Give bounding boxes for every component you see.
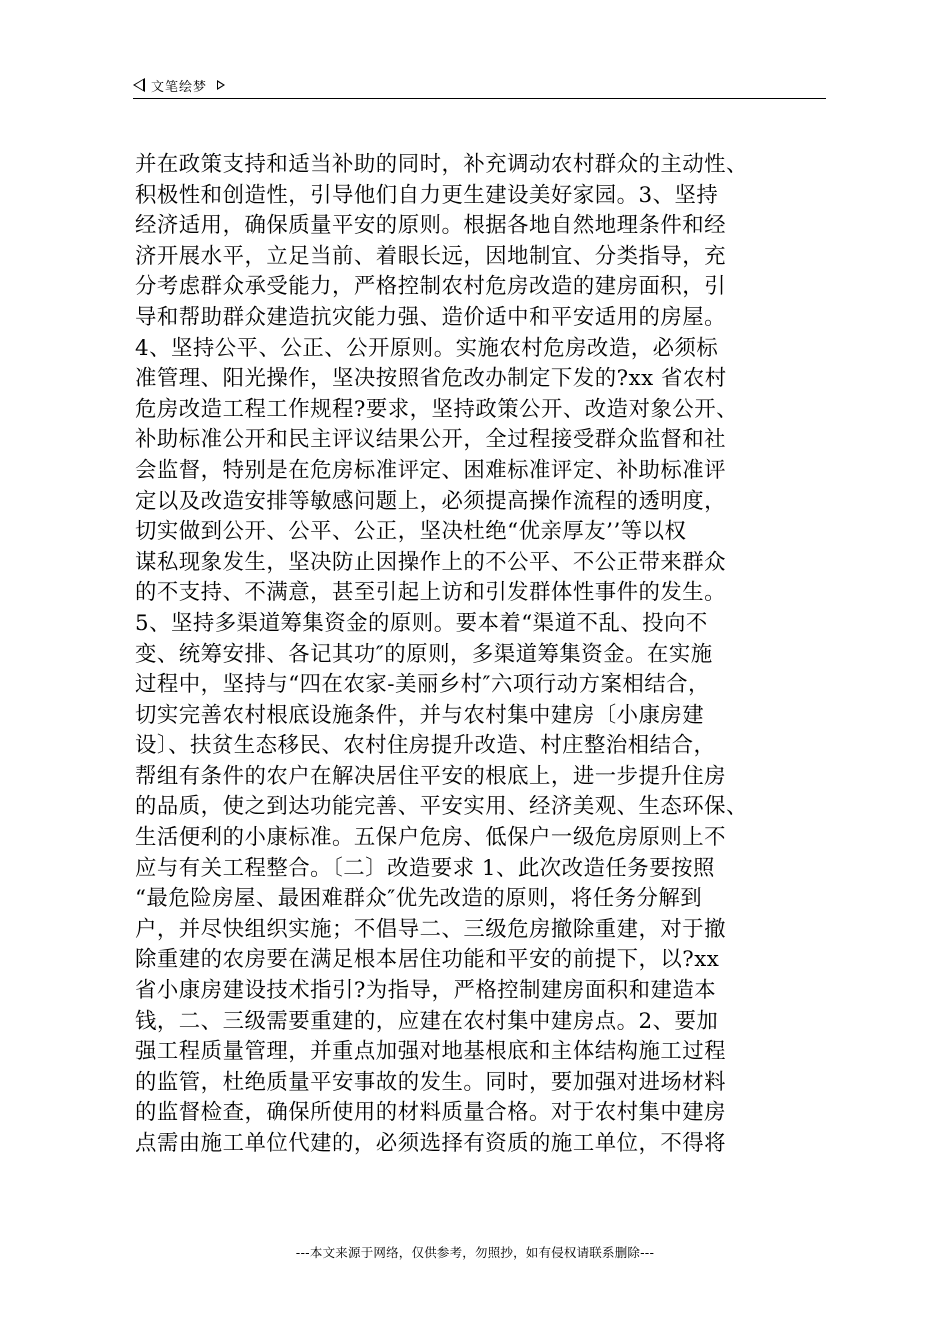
header-row xyxy=(133,74,826,96)
text-line: 分考虑群众承受能力，严格控制农村危房改造的建房面积，引 xyxy=(135,274,727,300)
page-header xyxy=(133,74,826,99)
text-line: 切实做到公开、公平、公正，坚决杜绝“优亲厚友’’等以权 xyxy=(135,519,687,545)
text-line: 强工程质量管理，并重点加强对地基根底和主体结构施工过程 xyxy=(135,1039,727,1065)
text-line: 的不支持、不满意，甚至引起上访和引发群体性事件的发生。 xyxy=(135,580,727,606)
text-line: 设〕、扶贫生态移民、农村住房提升改造、村庄整治相结合， xyxy=(135,733,716,759)
text-line: 帮组有条件的农户在解决居住平安的根底上，进一步提升住房 xyxy=(135,763,727,789)
header-title: 文笔绘梦 xyxy=(151,79,208,95)
text-line: 济开展水平，立足当前、着眼长远，因地制宜、分类指导，充 xyxy=(135,243,727,269)
text-line: “最危险房屋、最困难群众″优先改造的原则，将任务分解到 xyxy=(135,886,703,912)
page-footer: ---本文来源于网络，仅供参考，勿照抄，如有侵权请联系删除--- xyxy=(295,1245,655,1260)
text-line: 准管理、阳光操作，坚决按照省危改办制定下发的?xx 省农村 xyxy=(135,366,727,392)
text-line: 的监管，杜绝质量平安事故的发生。同时，要加强对进场材料 xyxy=(135,1069,727,1095)
text-line: 积极性和创造性，引导他们自力更生建设美好家园。3、坚持 xyxy=(135,182,719,208)
text-line: 切实完善农村根底设施条件，并与农村集中建房〔小康房建 xyxy=(135,702,705,728)
text-line: 省小康房建设技术指引?为指导，严格控制建房面积和建造本 xyxy=(135,978,717,1004)
text-line: 的监督检查，确保所使用的材料质量合格。对于农村集中建房 xyxy=(135,1100,727,1126)
text-line: 并在政策支持和适当补助的同时，补充调动农村群众的主动性、 xyxy=(135,152,748,177)
text-line: 5、坚持多渠道筹集资金的原则。要本着“渠道不乱、投向不 xyxy=(135,610,708,636)
text-line: 定以及改造安排等敏感问题上，必须提高操作流程的透明度， xyxy=(135,488,727,514)
text-line: 导和帮助群众建造抗灾能力强、造价适中和平安适用的房屋。 xyxy=(135,304,727,330)
text-line: 危房改造工程工作规程?要求，坚持政策公开、改造对象公开、 xyxy=(135,396,739,422)
text-line: 除重建的农房要在满足根本居住功能和平安的前提下，以?xx xyxy=(135,947,720,973)
text-line: 的品质，使之到达功能完善、平安实用、经济美观、生态环保、 xyxy=(135,794,748,820)
text-line: 补助标准公开和民主评议结果公开，全过程接受群众监督和社 xyxy=(135,427,727,453)
text-line: 生活便利的小康标准。五保户危房、低保户一级危房原则上不 xyxy=(135,825,727,851)
text-line: 谋私现象发生，坚决防止因操作上的不公平、不公正带来群众 xyxy=(135,549,727,575)
text-line: 经济适用，确保质量平安的原则。根据各地自然地理条件和经 xyxy=(135,213,727,239)
text-line: 应与有关工程整合。〔二〕改造要求 1、此次改造任务要按照 xyxy=(135,855,715,881)
text-line: 变、统筹安排、各记其功″的原则，多渠道筹集资金。在实施 xyxy=(135,641,713,667)
text-line: 4、坚持公平、公正、公开原则。实施农村危房改造，必须标 xyxy=(135,335,719,361)
text-line: 户，并尽快组织实施；不倡导二、三级危房撤除重建，对于撤 xyxy=(135,916,727,942)
body-text xyxy=(135,150,825,1160)
text-line: 点需由施工单位代建的，必须选择有资质的施工单位，不得将 xyxy=(135,1131,727,1156)
text-line: 会监督，特别是在危房标准评定、困难标准评定、补助标准评 xyxy=(135,457,727,483)
left-triangle-icon xyxy=(133,78,145,92)
right-triangle-icon xyxy=(217,80,225,90)
text-line: 钱，二、三级需要重建的，应建在农村集中建房点。2、要加 xyxy=(135,1008,719,1034)
text-line: 过程中，坚持与“四在农家-美丽乡村″六项行动方案相结合， xyxy=(135,672,710,698)
